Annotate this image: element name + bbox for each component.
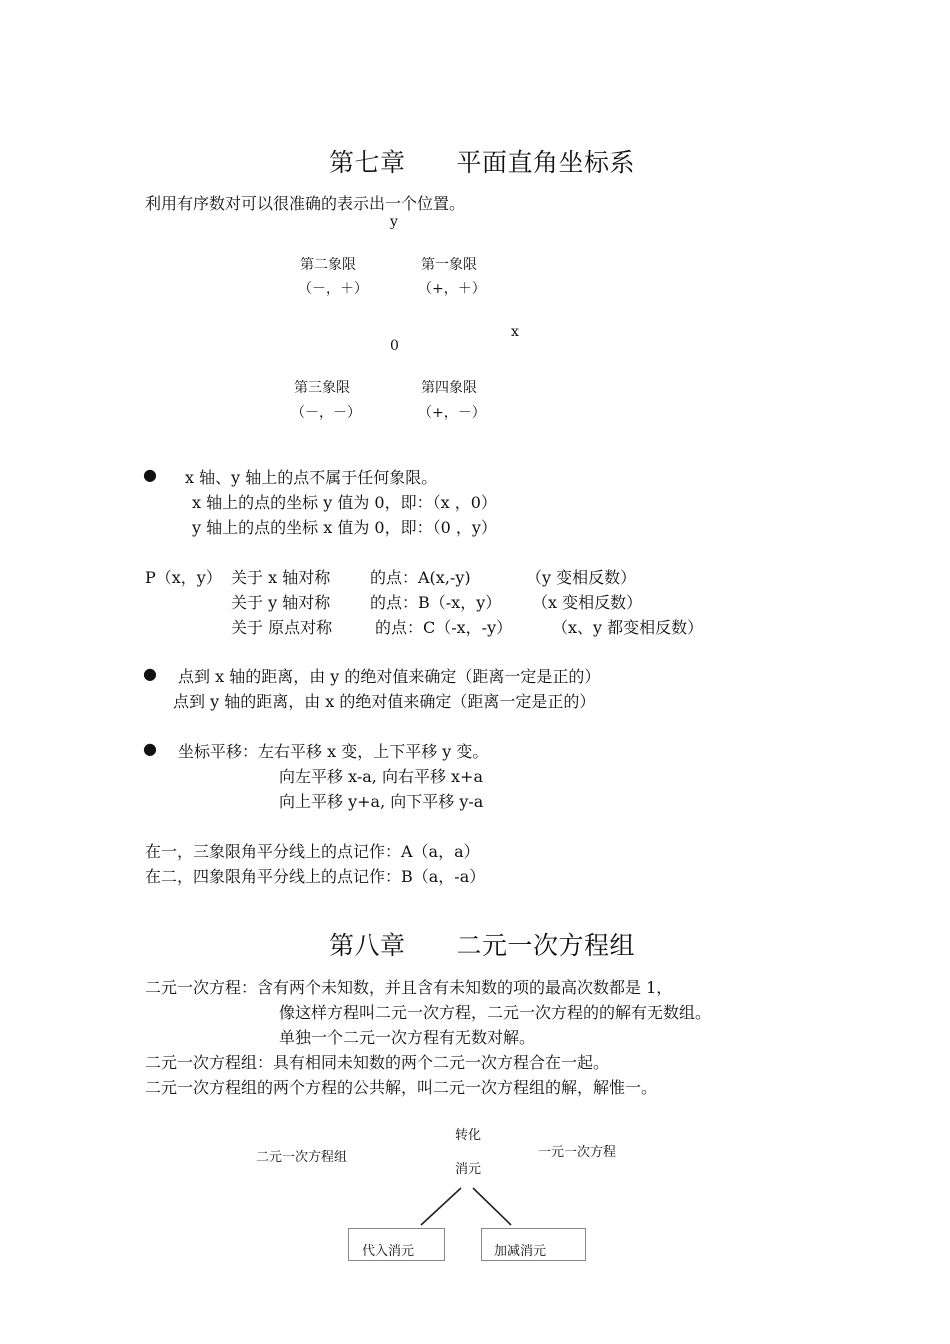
bisector-line1: 在一，三象限角平分线上的点记作：A（a，a）: [145, 842, 480, 861]
distance-line2: 点到 y 轴的距离，由 x 的绝对值来确定（距离一定是正的）: [173, 692, 596, 711]
quadrant4-sign: （+，－）: [418, 405, 486, 421]
symmetry-origin-note: （x、y 都变相反数）: [552, 618, 704, 637]
translation-line1: 坐标平移：左右平移 x 变，上下平移 y 变。: [178, 742, 489, 761]
y-axis-label: y: [390, 214, 398, 230]
flow-right-label: 一元一次方程: [538, 1145, 617, 1160]
substitution-box: [348, 1228, 445, 1261]
addition-label: 加减消元: [494, 1244, 547, 1259]
symmetry-x-note: （y 变相反数）: [526, 568, 637, 587]
x-axis-label: x: [511, 324, 519, 340]
symmetry-x-about: 关于 x 轴对称: [231, 568, 331, 587]
axis-points-line1: x 轴、y 轴上的点不属于任何象限。: [185, 468, 438, 487]
symmetry-origin-about: 关于 原点对称: [231, 618, 333, 637]
flow-left-label: 二元一次方程组: [256, 1150, 348, 1165]
bisector-line2: 在二，四象限角平分线上的点记作：B（a，-a）: [145, 867, 486, 886]
translation-line3: 向上平移 y+a, 向下平移 y-a: [279, 792, 484, 811]
bullet-icon: ●: [143, 465, 157, 484]
symmetry-prefix: P（x，y）: [145, 568, 222, 587]
quadrant1-name: 第一象限: [421, 257, 477, 273]
flow-bottom-label: 消元: [455, 1162, 482, 1177]
flow-top-label: 转化: [455, 1128, 482, 1143]
bullet-icon: ●: [143, 739, 157, 758]
chapter7-intro: 利用有序数对可以很准确的表示出一个位置。: [145, 194, 466, 213]
substitution-label: 代入消元: [362, 1244, 415, 1259]
definition-line5: 二元一次方程组的两个方程的公共解，叫二元一次方程组的解，解惟一。: [145, 1078, 658, 1097]
origin-label: 0: [390, 338, 399, 354]
quadrant1-sign: （+，＋）: [418, 281, 486, 297]
distance-line1: 点到 x 轴的距离，由 y 的绝对值来确定（距离一定是正的）: [178, 667, 601, 686]
quadrant3-sign: （－，－）: [291, 405, 361, 421]
translation-line2: 向左平移 x-a, 向右平移 x+a: [279, 767, 484, 786]
definition-line3: 单独一个二元一次方程有无数对解。: [279, 1028, 536, 1047]
symmetry-y-point: 的点：B（-x，y）: [370, 593, 502, 612]
axis-points-line2: x 轴上的点的坐标 y 值为 0，即：（x ，0）: [192, 493, 497, 512]
symmetry-y-note: （x 变相反数）: [532, 593, 643, 612]
branch-lines: [400, 1180, 530, 1230]
quadrant4-name: 第四象限: [421, 380, 477, 396]
symmetry-y-about: 关于 y 轴对称: [231, 593, 331, 612]
chapter8-title: 第八章 二元一次方程组: [329, 931, 636, 960]
definition-line4: 二元一次方程组：具有相同未知数的两个二元一次方程合在一起。: [145, 1053, 610, 1072]
addition-box: [481, 1228, 586, 1261]
quadrant2-name: 第二象限: [300, 257, 356, 273]
symmetry-x-point: 的点：A(x,-y): [370, 568, 471, 587]
axis-points-line3: y 轴上的点的坐标 x 值为 0，即：（0 ，y）: [192, 518, 497, 537]
quadrant3-name: 第三象限: [294, 380, 350, 396]
definition-line2: 像这样方程叫二元一次方程，二元一次方程的的解有无数组。: [279, 1003, 712, 1022]
bullet-icon: ●: [143, 664, 157, 683]
symmetry-origin-point: 的点：C（-x，-y）: [375, 618, 513, 637]
quadrant2-sign: （－，＋）: [298, 281, 368, 297]
branch-line-left: [421, 1188, 461, 1225]
branch-line-right: [473, 1188, 511, 1225]
chapter7-title: 第七章 平面直角坐标系: [329, 148, 636, 177]
definition-line1: 二元一次方程：含有两个未知数，并且含有未知数的项的最高次数都是 1，: [145, 978, 673, 997]
